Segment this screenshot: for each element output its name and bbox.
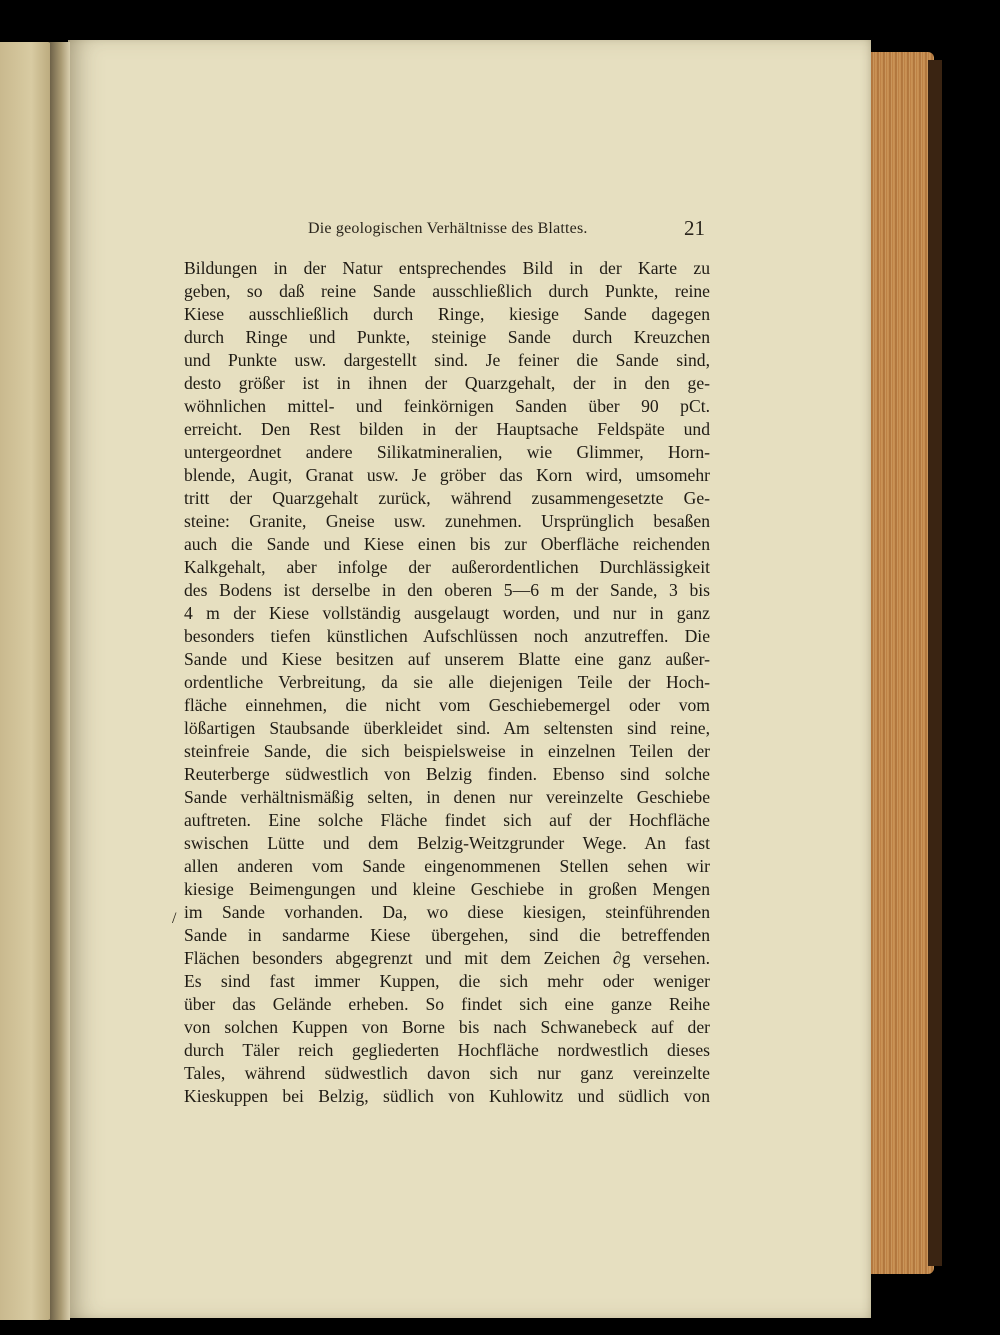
text-line: swischen Lütte und dem Belzig-Weitzgrunder Wege. An fast — [184, 833, 710, 853]
text-line: fläche einnehmen, die nicht vom Geschiebemergel oder vom — [184, 695, 710, 715]
text-line: tritt der Quarzgehalt zurück, während zusammengesetzte Ge- — [184, 488, 710, 508]
text-line: über das Gelände erheben. So findet sich eine ganze Reihe — [184, 994, 710, 1014]
text-line: allen anderen vom Sande eingenommenen Stellen sehen wir — [184, 856, 710, 876]
text-line: Sande in sandarme Kiese übergehen, sind die betreffenden — [184, 925, 710, 945]
text-line: Reuterberge südwestlich von Belzig finden. Ebenso sind solche — [184, 764, 710, 784]
text-line: Es sind fast immer Kuppen, die sich mehr oder weniger — [184, 971, 710, 991]
text-line: durch Ringe und Punkte, steinige Sande durch Kreuzchen — [184, 327, 710, 347]
book-page — [68, 40, 871, 1318]
running-head — [68, 216, 871, 248]
text-line: Sande und Kiese besitzen auf unserem Blatte eine ganz außer- — [184, 649, 710, 669]
text-line: lößartigen Staubsande überkleidet sind. Am seltensten sind reine, — [184, 718, 710, 738]
text-line: geben, so daß reine Sande ausschließlich durch Punkte, reine — [184, 281, 710, 301]
margin-mark: / — [172, 910, 177, 927]
text-line: 4 m der Kiese vollständig ausgelaugt worden, und nur in ganz — [184, 603, 710, 623]
body-text — [184, 257, 710, 1108]
book-cover-edge — [928, 60, 942, 1266]
text-line: besonders tiefen künstlichen Aufschlüssen noch anzutreffen. Die — [184, 626, 710, 646]
text-line: Tales, während südwestlich davon sich nur ganz vereinzelte — [184, 1063, 710, 1083]
text-line: wöhnlichen mittel- und feinkörnigen Sanden über 90 pCt. — [184, 396, 710, 416]
text-line: Kalkgehalt, aber infolge der außerordentlichen Durchlässigkeit — [184, 557, 710, 577]
text-line: Bildungen in der Natur entsprechendes Bild in der Karte zu — [184, 258, 710, 278]
text-line: steinfreie Sande, die sich beispielsweise in einzelnen Teilen der — [184, 741, 710, 761]
text-line: Kieskuppen bei Belzig, südlich von Kuhlowitz und südlich von — [184, 1086, 710, 1106]
text-line: von solchen Kuppen von Borne bis nach Schwanebeck auf der — [184, 1017, 710, 1037]
text-line: ordentliche Verbreitung, da sie alle diejenigen Teile der Hoch- — [184, 672, 710, 692]
text-line: auch die Sande und Kiese einen bis zur Oberfläche reichenden — [184, 534, 710, 554]
text-line: Kiese ausschließlich durch Ringe, kiesige Sande dagegen — [184, 304, 710, 324]
text-line: steine: Granite, Gneise usw. zunehmen. Ursprünglich besaßen — [184, 511, 710, 531]
text-line: durch Täler reich gegliederten Hochfläche nordwestlich dieses — [184, 1040, 710, 1060]
text-line: Sande verhältnismäßig selten, in denen nur vereinzelte Geschiebe — [184, 787, 710, 807]
page-number: 21 — [684, 216, 705, 240]
text-line: Flächen besonders abgegrenzt und mit dem Zeichen ∂g versehen. — [184, 948, 710, 968]
text-line: untergeordnet andere Silikatmineralien, wie Glimmer, Horn- — [184, 442, 710, 462]
text-line: im Sande vorhanden. Da, wo diese kiesigen, steinführenden — [184, 902, 710, 922]
text-line: des Bodens ist derselbe in den oberen 5—6 m der Sande, 3 bis — [184, 580, 710, 600]
left-facing-page — [0, 42, 52, 1320]
running-title: Die geologischen Verhältnisse des Blattes. — [308, 220, 588, 237]
text-line: erreicht. Den Rest bilden in der Hauptsache Feldspäte und — [184, 419, 710, 439]
text-line: desto größer ist in ihnen der Quarzgehalt, der in den ge- — [184, 373, 710, 393]
book-page-edges — [868, 52, 934, 1274]
text-line: und Punkte usw. dargestellt sind. Je feiner die Sande sind, — [184, 350, 710, 370]
text-line: blende, Augit, Granat usw. Je gröber das Korn wird, umsomehr — [184, 465, 710, 485]
text-line: kiesige Beimengungen und kleine Geschiebe in großen Mengen — [184, 879, 710, 899]
text-line: auftreten. Eine solche Fläche findet sich auf der Hochfläche — [184, 810, 710, 830]
book-gutter — [50, 42, 70, 1320]
